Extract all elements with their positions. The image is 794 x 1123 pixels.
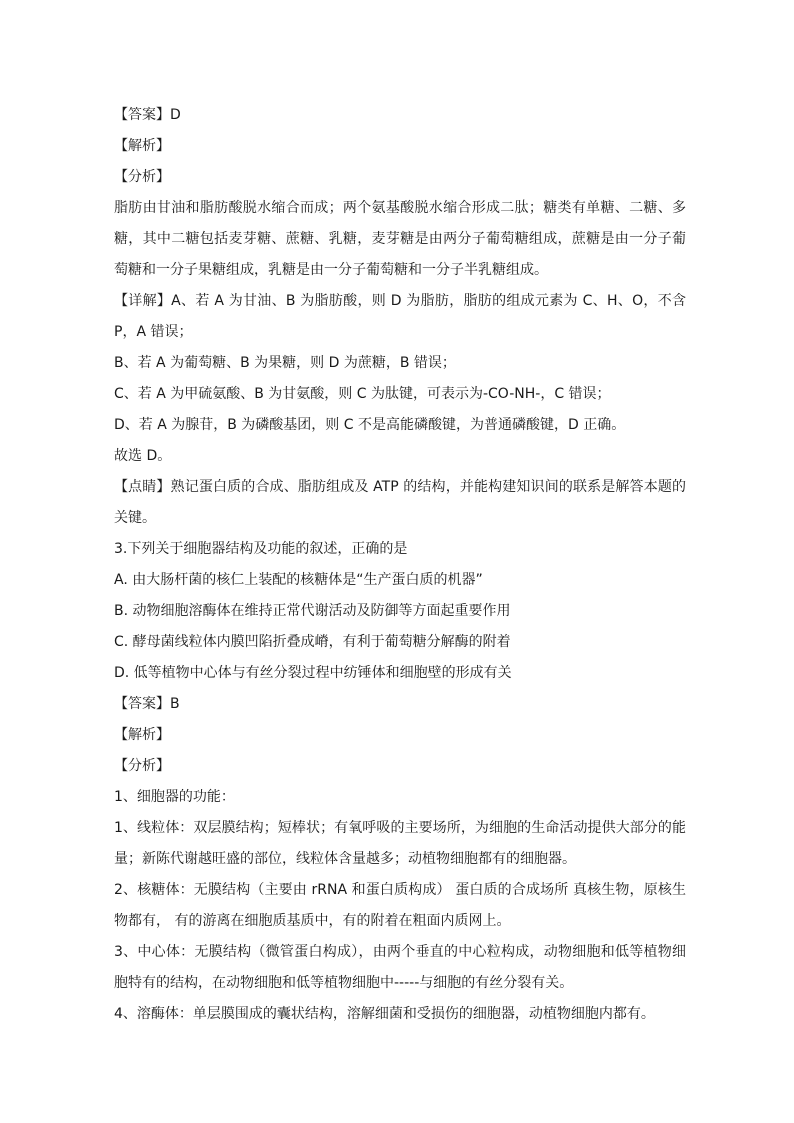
q2-answer: 【答案】D <box>114 107 181 123</box>
q3-item-2: 2、核糖体：无膜结构（主要由 rRNA 和蛋白质构成） 蛋白质的合成场所 真核生物，原核生物都有， 有的游离在细胞质基质中，有的附着在粗面内质网上。 <box>114 882 686 929</box>
q3-analysis-label: 【解析】 <box>114 727 170 743</box>
q3-answer: 【答案】B <box>114 696 180 712</box>
q3-item-4: 4、溶酶体：单层膜围成的囊状结构，溶解细菌和受损伤的细胞器，动植物细胞内都有。 <box>114 1006 655 1022</box>
q3-item-0: 1、细胞器的功能： <box>114 789 235 805</box>
q3-option-b: B. 动物细胞溶酶体在维持正常代谢活动及防御等方面起重要作用 <box>114 603 511 619</box>
q3-stem: 3.下列关于细胞器结构及功能的叙述，正确的是 <box>114 541 408 557</box>
q3-option-c: C. 酵母菌线粒体内膜凹陷折叠成嵴，有利于葡萄糖分解酶的附着 <box>114 634 511 650</box>
q2-analysis-label: 【解析】 <box>114 138 170 154</box>
q3-option-d: D. 低等植物中心体与有丝分裂过程中纺锤体和细胞壁的形成有关 <box>114 665 512 681</box>
q2-detail-c: C、若 A 为甲硫氨酸、B 为甘氨酸，则 C 为肽键，可表示为-CO-NH-，C 错误； <box>114 386 611 402</box>
q3-item-1: 1、线粒体：双层膜结构；短棒状；有氧呼吸的主要场所，为细胞的生命活动提供大部分的能量；新陈代谢越旺盛的部位，线粒体含量越多；动植物细胞都有的细胞器。 <box>114 820 686 867</box>
page-content <box>114 100 686 1030</box>
q3-fenxi-label: 【分析】 <box>114 758 170 774</box>
q2-fenxi-text: 脂肪由甘油和脂肪酸脱水缩合而成；两个氨基酸脱水缩合形成二肽；糖类有单糖、二糖、多糖，其中二糖包括麦芽糖、蔗糖、乳糖，麦芽糖是由两分子葡萄糖组成，蔗糖是由一分子葡萄糖和一分子果糖组成，乳糖是由一分子葡萄糖和一分子半乳糖组成。 <box>114 200 686 278</box>
q2-fenxi-label: 【分析】 <box>114 169 170 185</box>
q2-conclusion: 故选 D。 <box>114 448 172 464</box>
q2-dianjing: 【点睛】熟记蛋白质的合成、脂肪组成及 ATP 的结构，并能构建知识间的联系是解答本题的关键。 <box>114 479 686 526</box>
q3-option-a: A. 由大肠杆菌的核仁上装配的核糖体是“生产蛋白质的机器” <box>114 572 483 588</box>
q2-detail-d: D、若 A 为腺苷，B 为磷酸基团，则 C 不是高能磷酸键，为普通磷酸键，D 正确。 <box>114 417 626 433</box>
q2-detail-a: 【详解】A、若 A 为甘油、B 为脂肪酸，则 D 为脂肪，脂肪的组成元素为 C、H、O，不含 P，A 错误； <box>114 293 686 340</box>
q2-detail-b: B、若 A 为葡萄糖、B 为果糖，则 D 为蔗糖，B 错误； <box>114 355 456 371</box>
q3-item-3: 3、中心体：无膜结构（微管蛋白构成），由两个垂直的中心粒构成，动物细胞和低等植物细胞特有的结构，在动物细胞和低等植物细胞中-----与细胞的有丝分裂有关。 <box>114 944 686 991</box>
